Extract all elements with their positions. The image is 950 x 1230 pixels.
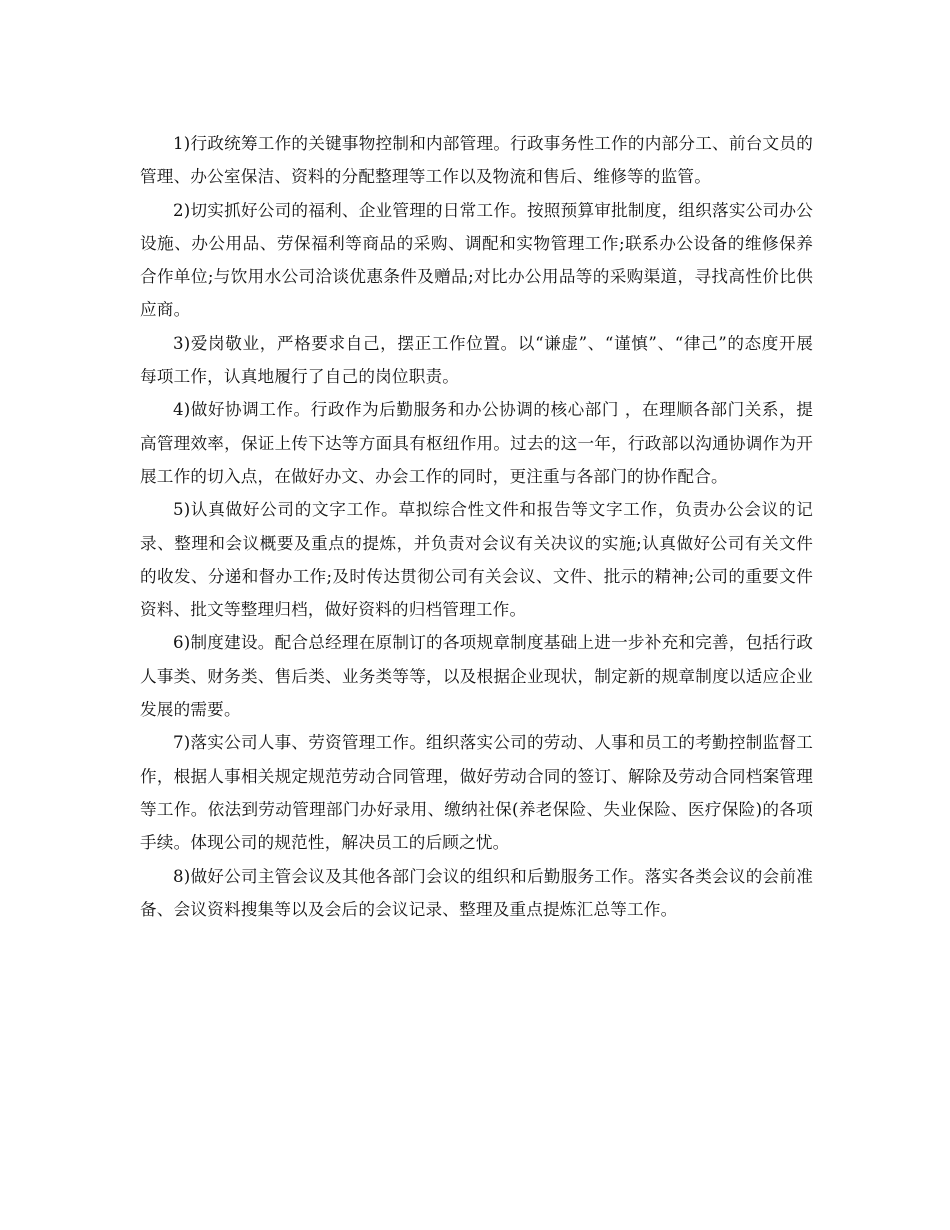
paragraph-3: 3)爱岗敬业，严格要求自己，摆正工作位置。以“谦虚”、“谨慎”、“律己”的态度开展每项工作，认真地履行了自己的岗位职责。 <box>140 333 813 387</box>
paragraph-5: 5)认真做好公司的文字工作。草拟综合性文件和报告等文字工作，负责办公会议的记录、整理和会议概要及重点的提炼，并负责对会议有关决议的实施;认真做好公司有关文件的收发、分递和督办工作;及时传达贯彻公司有关会议、文件、批示的精神;公司的重要文件资料、批文等整理归档，做好资料的归档管理工作。 <box>140 500 813 620</box>
paragraph-6: 6)制度建设。配合总经理在原制订的各项规章制度基础上进一步补充和完善，包括行政人事类、财务类、售后类、业务类等等，以及根据企业现状，制定新的规章制度以适应企业发展的需要。 <box>140 633 813 720</box>
paragraph-4: 4)做好协调工作。行政作为后勤服务和办公协调的核心部门 ，在理顺各部门关系，提高管理效率，保证上传下达等方面具有枢纽作用。过去的这一年，行政部以沟通协调作为开展工作的切入点，在做好办文、办会工作的同时，更注重与各部门的协作配合。 <box>140 400 813 486</box>
paragraph-8: 8)做好公司主管会议及其他各部门会议的组织和后勤服务工作。落实各类会议的会前准备、会议资料搜集等以及会后的会议记录、整理及重点提炼汇总等工作。 <box>140 866 813 919</box>
document-body <box>140 127 813 926</box>
paragraph-2: 2)切实抓好公司的福利、企业管理的日常工作。按照预算审批制度，组织落实公司办公设施、办公用品、劳保福利等商品的采购、调配和实物管理工作;联系办公设备的维修保养合作单位;与饮用水公司洽谈优惠条件及赠品;对比办公用品等的采购渠道，寻找高性价比供应商。 <box>140 200 813 320</box>
paragraph-1: 1)行政统筹工作的关键事物控制和内部管理。行政事务性工作的内部分工、前台文员的管理、办公室保洁、资料的分配整理等工作以及物流和售后、维修等的监管。 <box>140 134 813 187</box>
paragraph-7: 7)落实公司人事、劳资管理工作。组织落实公司的劳动、人事和员工的考勤控制监督工作，根据人事相关规定规范劳动合同管理，做好劳动合同的签订、解除及劳动合同档案管理等工作。依法到劳动管理部门办好录用、缴纳社保(养老保险、失业保险、医疗保险)的各项手续。体现公司的规范性，解决员工的后顾之忧。 <box>140 733 813 853</box>
